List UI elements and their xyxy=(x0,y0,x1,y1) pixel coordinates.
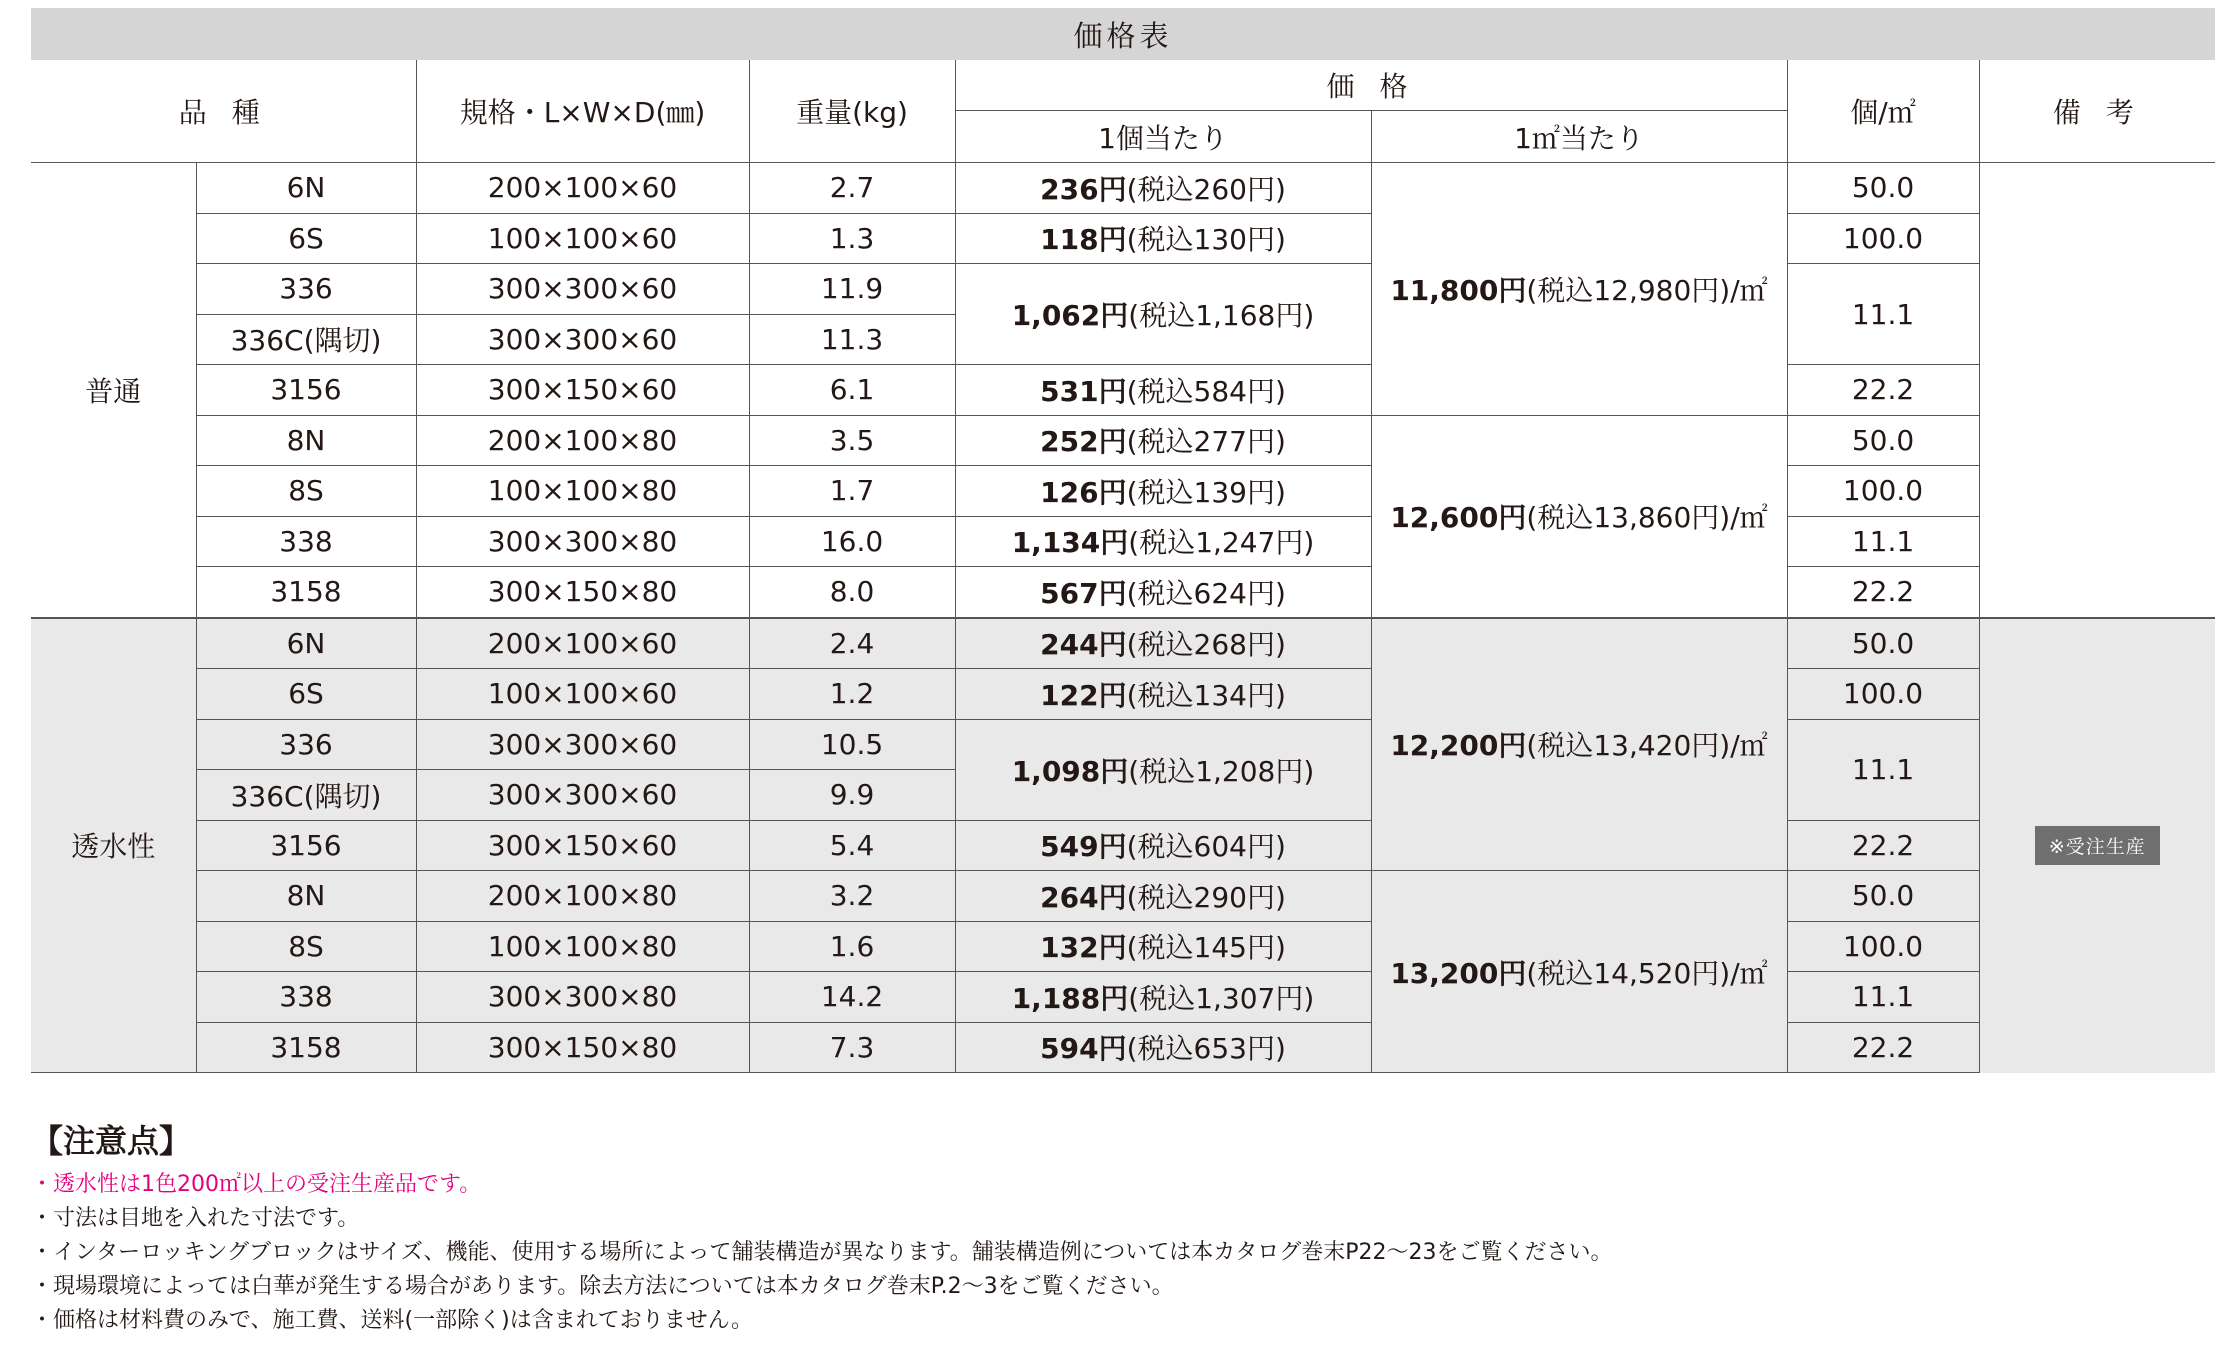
header-price: 価 格 xyxy=(955,60,1787,111)
area-price-tax: (税込12,980円)/㎡ xyxy=(1526,273,1768,307)
unit-price-tax: (税込139円) xyxy=(1126,475,1286,509)
spec-cell: 100×100×60 xyxy=(416,213,749,264)
unit-price-value: 252円 xyxy=(1040,425,1127,459)
weight-cell: 2.7 xyxy=(749,163,955,214)
weight-cell: 3.5 xyxy=(749,415,955,466)
weight-cell: 2.4 xyxy=(749,618,955,669)
unit-price-cell xyxy=(955,365,1371,416)
spec-cell: 300×300×80 xyxy=(416,516,749,567)
spec-cell: 100×100×60 xyxy=(416,669,749,720)
weight-cell: 9.9 xyxy=(749,770,955,821)
variety-cell: 336 xyxy=(196,719,416,770)
group-permeable xyxy=(31,618,2215,1073)
weight-cell: 1.7 xyxy=(749,466,955,517)
unit-price-tax: (税込624円) xyxy=(1126,576,1286,610)
variety-cell: 8N xyxy=(196,871,416,922)
spec-cell: 100×100×80 xyxy=(416,466,749,517)
header-count: 個/㎡ xyxy=(1787,60,1979,163)
spec-cell: 300×150×60 xyxy=(416,820,749,871)
spec-cell: 300×300×60 xyxy=(416,770,749,821)
count-cell: 22.2 xyxy=(1787,820,1979,871)
unit-price-cell xyxy=(955,669,1371,720)
count-cell: 11.1 xyxy=(1787,719,1979,820)
unit-price-tax: (税込1,168円) xyxy=(1128,299,1315,332)
weight-cell: 5.4 xyxy=(749,820,955,871)
weight-cell: 3.2 xyxy=(749,871,955,922)
unit-price-value: 1,062円 xyxy=(1011,299,1129,332)
weight-cell: 7.3 xyxy=(749,1022,955,1073)
count-cell: 50.0 xyxy=(1787,618,1979,669)
unit-price-value: 594円 xyxy=(1040,1032,1127,1066)
unit-price-value: 567円 xyxy=(1040,576,1127,610)
unit-price-cell xyxy=(955,1022,1371,1073)
variety-cell: 3158 xyxy=(196,1022,416,1073)
unit-price-cell xyxy=(955,820,1371,871)
count-cell: 50.0 xyxy=(1787,163,1979,214)
unit-price-value: 122円 xyxy=(1040,678,1127,712)
count-cell: 11.1 xyxy=(1787,516,1979,567)
category-cell: 普通 xyxy=(31,163,196,618)
group-normal xyxy=(31,163,2215,618)
unit-price-tax: (税込604円) xyxy=(1126,830,1286,864)
header-spec: 規格・L×W×D(㎜) xyxy=(416,60,749,163)
made-to-order-badge: ※受注生産 xyxy=(2035,826,2160,865)
variety-cell: 336 xyxy=(196,264,416,315)
notes-section xyxy=(31,1116,2211,1338)
table-row xyxy=(31,921,2215,972)
price-table xyxy=(31,60,2215,1073)
count-cell: 100.0 xyxy=(1787,921,1979,972)
table-row xyxy=(31,871,2215,922)
unit-price-tax: (税込1,307円) xyxy=(1128,981,1315,1015)
unit-price-cell xyxy=(955,567,1371,618)
variety-cell: 3156 xyxy=(196,820,416,871)
unit-price-cell xyxy=(955,264,1371,365)
table-row xyxy=(31,618,2215,669)
unit-price-tax: (税込130円) xyxy=(1126,223,1286,257)
notes-list xyxy=(31,1168,2211,1338)
unit-price-value: 531円 xyxy=(1040,374,1127,408)
weight-cell: 14.2 xyxy=(749,972,955,1023)
header-per-sqm: 1㎡当たり xyxy=(1371,111,1787,163)
variety-cell: 6S xyxy=(196,669,416,720)
unit-price-value: 118円 xyxy=(1040,223,1127,257)
unit-price-tax: (税込290円) xyxy=(1126,880,1286,914)
unit-price-value: 244円 xyxy=(1040,628,1127,662)
header-per-piece: 1個当たり xyxy=(955,111,1371,163)
unit-price-cell xyxy=(955,719,1371,820)
area-price-value: 11,800円 xyxy=(1390,273,1527,307)
weight-cell: 1.3 xyxy=(749,213,955,264)
spec-cell: 300×300×60 xyxy=(416,314,749,365)
table-row xyxy=(31,365,2215,416)
unit-price-tax: (税込145円) xyxy=(1126,931,1286,965)
unit-price-value: 549円 xyxy=(1040,830,1127,864)
count-cell: 100.0 xyxy=(1787,213,1979,264)
unit-price-value: 126円 xyxy=(1040,475,1127,509)
weight-cell: 16.0 xyxy=(749,516,955,567)
category-cell: 透水性 xyxy=(31,618,196,1073)
notes-title: 【注意点】 xyxy=(31,1122,192,1160)
table-row xyxy=(31,516,2215,567)
weight-cell: 1.2 xyxy=(749,669,955,720)
area-price-tax: (税込14,520円)/㎡ xyxy=(1526,956,1768,990)
count-cell: 50.0 xyxy=(1787,415,1979,466)
weight-cell: 8.0 xyxy=(749,567,955,618)
header-weight: 重量(kg) xyxy=(749,60,955,163)
variety-cell: 6N xyxy=(196,163,416,214)
table-row xyxy=(31,669,2215,720)
unit-price-cell xyxy=(955,415,1371,466)
note-item: ・現場環境によっては白華が発生する場合があります。除去方法については本カタログ巻末P.2〜3をご覧ください。 xyxy=(31,1274,1174,1299)
unit-price-cell xyxy=(955,213,1371,264)
header-variety: 品 種 xyxy=(31,60,416,163)
unit-price-tax: (税込653円) xyxy=(1126,1032,1286,1066)
variety-cell: 336C(隅切) xyxy=(196,314,416,365)
variety-cell: 3156 xyxy=(196,365,416,416)
area-price-value: 12,600円 xyxy=(1390,501,1527,534)
unit-price-cell xyxy=(955,163,1371,214)
note-item: ・インターロッキングブロックはサイズ、機能、使用する場所によって舗装構造が異なります。舗装構造例については本カタログ巻末P22〜23をご覧ください。 xyxy=(31,1240,1613,1265)
area-price-tax: (税込13,860円)/㎡ xyxy=(1526,501,1768,534)
count-cell: 50.0 xyxy=(1787,871,1979,922)
count-cell: 11.1 xyxy=(1787,972,1979,1023)
note-item: ・透水性は1色200㎡以上の受注生産品です。 xyxy=(31,1172,482,1197)
count-cell: 11.1 xyxy=(1787,264,1979,365)
remarks-cell xyxy=(1979,618,2215,1073)
unit-price-value: 236円 xyxy=(1040,172,1127,206)
spec-cell: 300×300×60 xyxy=(416,264,749,315)
count-cell: 22.2 xyxy=(1787,365,1979,416)
unit-price-value: 1,188円 xyxy=(1011,981,1129,1015)
area-price-cell xyxy=(1371,415,1787,618)
table-row xyxy=(31,415,2215,466)
spec-cell: 300×300×80 xyxy=(416,972,749,1023)
unit-price-tax: (税込584円) xyxy=(1126,374,1286,408)
count-cell: 100.0 xyxy=(1787,466,1979,517)
area-price-cell xyxy=(1371,163,1787,416)
unit-price-cell xyxy=(955,972,1371,1023)
table-row xyxy=(31,567,2215,618)
unit-price-tax: (税込134円) xyxy=(1126,678,1286,712)
unit-price-value: 132円 xyxy=(1040,931,1127,965)
variety-cell: 8S xyxy=(196,921,416,972)
weight-cell: 10.5 xyxy=(749,719,955,770)
table-row xyxy=(31,972,2215,1023)
unit-price-cell xyxy=(955,516,1371,567)
spec-cell: 200×100×60 xyxy=(416,618,749,669)
unit-price-value: 1,098円 xyxy=(1011,754,1129,788)
header-remarks: 備 考 xyxy=(1979,60,2215,163)
table-row xyxy=(31,820,2215,871)
area-price-cell xyxy=(1371,618,1787,871)
variety-cell: 338 xyxy=(196,516,416,567)
count-cell: 22.2 xyxy=(1787,1022,1979,1073)
unit-price-value: 264円 xyxy=(1040,880,1127,914)
variety-cell: 336C(隅切) xyxy=(196,770,416,821)
count-cell: 22.2 xyxy=(1787,567,1979,618)
unit-price-tax: (税込1,247円) xyxy=(1128,526,1315,560)
table-row xyxy=(31,163,2215,214)
spec-cell: 100×100×80 xyxy=(416,921,749,972)
area-price-tax: (税込13,420円)/㎡ xyxy=(1526,729,1768,763)
remarks-cell xyxy=(1979,163,2215,618)
note-item: ・価格は材料費のみで、施工費、送料(一部除く)は含まれておりません。 xyxy=(31,1308,754,1333)
variety-cell: 8S xyxy=(196,466,416,517)
variety-cell: 6S xyxy=(196,213,416,264)
count-cell: 100.0 xyxy=(1787,669,1979,720)
unit-price-tax: (税込268円) xyxy=(1126,628,1286,662)
weight-cell: 6.1 xyxy=(749,365,955,416)
unit-price-tax: (税込260円) xyxy=(1126,172,1286,206)
table-title: 価格表 xyxy=(31,8,2215,60)
variety-cell: 3158 xyxy=(196,567,416,618)
unit-price-cell xyxy=(955,466,1371,517)
variety-cell: 8N xyxy=(196,415,416,466)
table-row xyxy=(31,1022,2215,1073)
area-price-value: 13,200円 xyxy=(1390,956,1527,990)
variety-cell: 338 xyxy=(196,972,416,1023)
area-price-cell xyxy=(1371,871,1787,1073)
spec-cell: 200×100×60 xyxy=(416,163,749,214)
unit-price-cell xyxy=(955,871,1371,922)
spec-cell: 300×150×80 xyxy=(416,567,749,618)
unit-price-cell xyxy=(955,921,1371,972)
note-item: ・寸法は目地を入れた寸法です。 xyxy=(31,1206,360,1231)
table-row xyxy=(31,466,2215,517)
area-price-value: 12,200円 xyxy=(1390,729,1527,763)
variety-cell: 6N xyxy=(196,618,416,669)
unit-price-tax: (税込277円) xyxy=(1126,425,1286,459)
weight-cell: 11.3 xyxy=(749,314,955,365)
weight-cell: 11.9 xyxy=(749,264,955,315)
spec-cell: 300×150×80 xyxy=(416,1022,749,1073)
spec-cell: 300×300×60 xyxy=(416,719,749,770)
table-row xyxy=(31,719,2215,770)
unit-price-cell xyxy=(955,618,1371,669)
table-row xyxy=(31,213,2215,264)
spec-cell: 200×100×80 xyxy=(416,415,749,466)
unit-price-tax: (税込1,208円) xyxy=(1128,754,1315,788)
unit-price-value: 1,134円 xyxy=(1011,526,1129,560)
spec-cell: 300×150×60 xyxy=(416,365,749,416)
spec-cell: 200×100×80 xyxy=(416,871,749,922)
table-row xyxy=(31,264,2215,315)
weight-cell: 1.6 xyxy=(749,921,955,972)
